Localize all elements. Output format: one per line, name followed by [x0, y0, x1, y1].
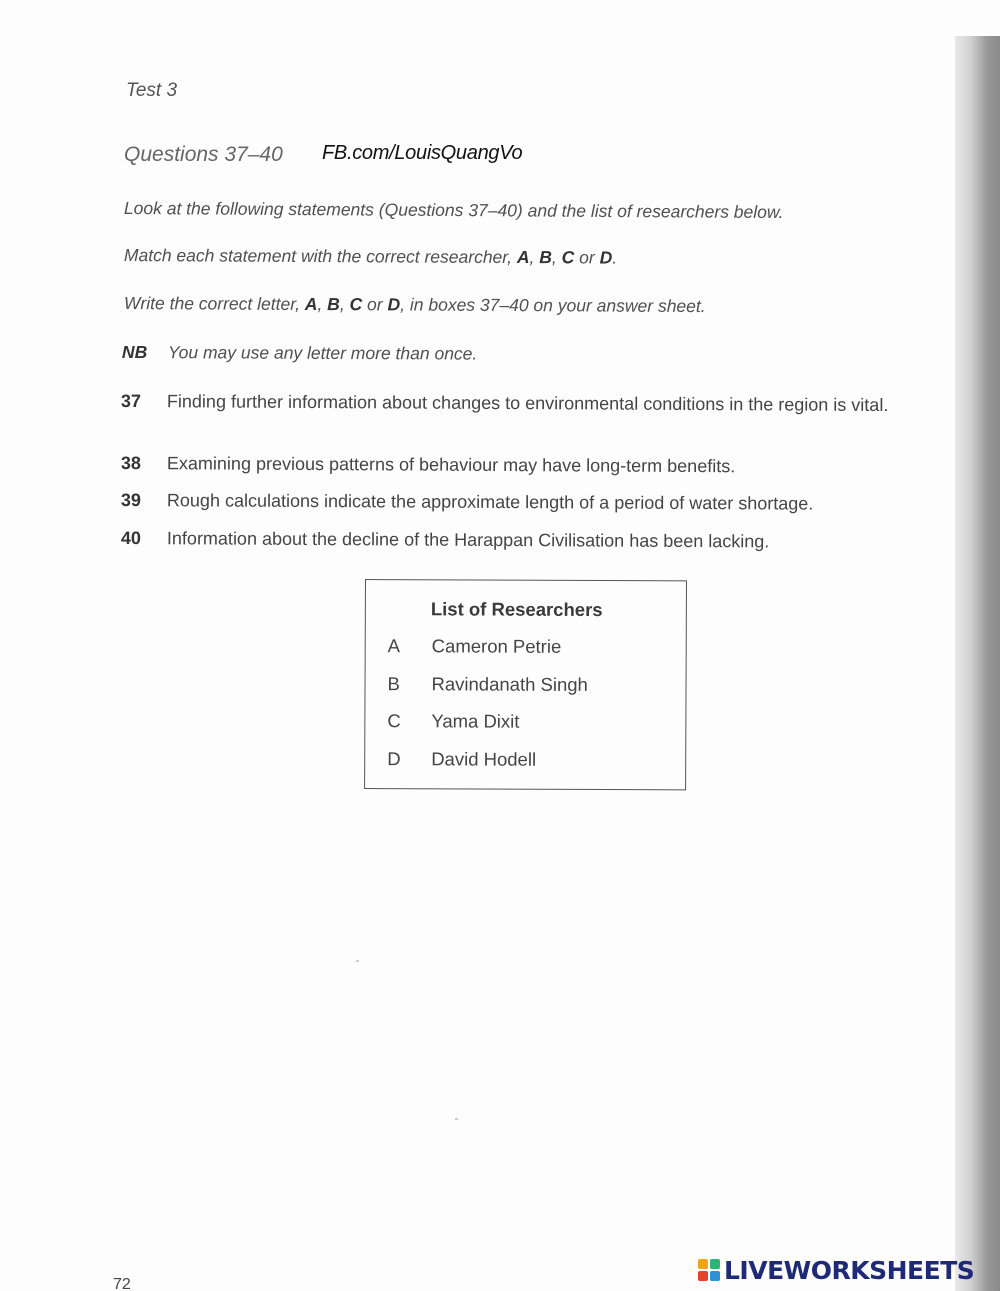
researcher-letter: B — [387, 673, 400, 695]
question-text: Information about the decline of the Harappan Civilisation has been lacking. — [166, 528, 770, 552]
liveworksheets-logo — [698, 1255, 974, 1285]
question-39 — [120, 490, 936, 514]
question-37 — [120, 391, 936, 416]
researcher-letter: A — [387, 635, 401, 657]
question-text: Finding further information about changes to environmental conditions in the region is vital. — [166, 391, 889, 416]
researcher-c — [387, 710, 519, 733]
researcher-name: Ravindanath Singh — [431, 673, 588, 695]
question-text: Examining previous patterns of behaviour may have long-term benefits. — [166, 453, 736, 477]
letter-a: A — [516, 247, 530, 268]
researcher-name: Cameron Petrie — [431, 635, 562, 657]
liveworksheets-tiles-icon — [698, 1259, 720, 1281]
instruction-line-3-suffix: in boxes 37–40 on your answer sheet. — [404, 294, 706, 317]
page-number: 72 — [113, 1276, 131, 1291]
letter-d: D — [387, 294, 401, 315]
letter-b: B — [327, 294, 340, 315]
letter-d: D — [599, 247, 613, 268]
researcher-name: Yama Dixit — [431, 710, 520, 732]
question-40 — [120, 528, 936, 552]
question-number: 39 — [120, 490, 142, 511]
question-number: 37 — [120, 391, 142, 412]
nb-label: NB — [121, 342, 148, 363]
facebook-link-text: FB.com/LouisQuangVo — [322, 142, 523, 164]
question-38 — [120, 453, 936, 477]
logo-tile — [698, 1259, 708, 1269]
letter-b: B — [539, 247, 552, 268]
researcher-d — [387, 748, 536, 771]
researchers-list-box — [364, 579, 687, 790]
scan-speck — [356, 960, 359, 962]
logo-tile — [710, 1259, 720, 1269]
researcher-letter: C — [387, 710, 401, 732]
researchers-list-title: List of Researchers — [430, 598, 603, 621]
page-edge-shadow — [955, 36, 1000, 1291]
letter-c: C — [561, 247, 575, 268]
researcher-a — [388, 635, 562, 658]
test-label: Test 3 — [126, 80, 178, 101]
instruction-line-3: Write the correct letter, A, B, C or D, in boxes 37–40 on your answer sheet. — [123, 293, 706, 317]
instruction-line-2-text: Match each statement with the correct researcher, — [123, 245, 517, 268]
researcher-letter: D — [387, 748, 401, 770]
question-number: 40 — [120, 528, 142, 549]
question-number: 38 — [120, 453, 142, 474]
logo-tile — [698, 1271, 708, 1281]
instruction-line-2: Match each statement with the correct researcher, A, B, C or D. — [123, 245, 618, 268]
researcher-name: David Hodell — [431, 748, 537, 770]
nb-note — [122, 342, 477, 365]
nb-text: You may use any letter more than once. — [167, 342, 478, 364]
questions-heading: Questions 37–40 — [124, 143, 283, 166]
researcher-b — [387, 673, 587, 696]
letter-c: C — [349, 294, 363, 315]
instruction-line-3-text: Write the correct letter, — [123, 293, 305, 314]
letter-a: A — [304, 293, 318, 315]
logo-text: LIVEWORKSHEETS — [724, 1255, 975, 1285]
scan-speck — [455, 1118, 458, 1120]
logo-tile — [710, 1271, 720, 1281]
instruction-line-1: Look at the following statements (Questions 37–40) and the list of researchers below. — [123, 198, 784, 223]
question-text: Rough calculations indicate the approximate length of a period of water shortage. — [166, 490, 814, 514]
